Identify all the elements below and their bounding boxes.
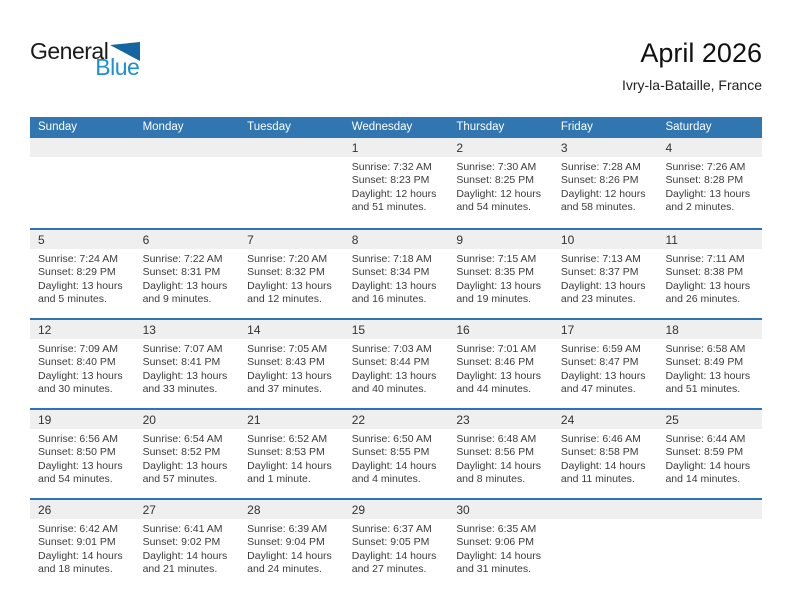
day-detail-row bbox=[30, 429, 762, 487]
day-detail-line-sunset: Sunset: 8:32 PM bbox=[247, 266, 325, 279]
day-detail-line-sunrise: Sunrise: 6:41 AM bbox=[142, 523, 223, 535]
day-detail-line-sunset: Sunset: 8:40 PM bbox=[38, 356, 116, 369]
day-detail-line-sunrise: Sunrise: 6:58 AM bbox=[665, 343, 746, 355]
week-row bbox=[30, 408, 762, 498]
day-number: 25 bbox=[665, 413, 679, 427]
weekday-header-cell: Thursday bbox=[456, 121, 505, 133]
day-number: 23 bbox=[456, 413, 470, 427]
weekday-header-cell: Wednesday bbox=[351, 121, 413, 133]
day-detail-line-sunset: Sunset: 8:41 PM bbox=[142, 356, 221, 369]
day-detail-row bbox=[30, 249, 762, 307]
day-detail-line-sunrise: Sunrise: 7:32 AM bbox=[351, 161, 432, 173]
day-detail-line-daylight2: and 2 minutes. bbox=[665, 201, 735, 214]
day-number: 16 bbox=[456, 323, 470, 337]
day-detail-line-daylight1: Daylight: 13 hours bbox=[142, 369, 228, 382]
day-detail-line-daylight2: and 18 minutes. bbox=[38, 563, 113, 576]
day-number: 5 bbox=[38, 233, 45, 247]
day-detail-line-daylight2: and 31 minutes. bbox=[456, 563, 532, 576]
day-detail-line-daylight1: Daylight: 14 hours bbox=[456, 459, 541, 472]
empty-day-number bbox=[30, 138, 135, 157]
day-detail-line-daylight1: Daylight: 13 hours bbox=[247, 279, 332, 292]
day-details bbox=[30, 249, 135, 307]
day-details bbox=[344, 249, 449, 307]
day-detail-line-daylight1: Daylight: 13 hours bbox=[38, 279, 123, 292]
day-detail-line-sunset: Sunset: 8:26 PM bbox=[560, 174, 639, 187]
day-number: 14 bbox=[247, 323, 261, 337]
day-detail-line-sunrise: Sunrise: 7:24 AM bbox=[38, 253, 118, 265]
day-detail-line-daylight1: Daylight: 14 hours bbox=[142, 549, 228, 562]
day-number: 3 bbox=[560, 141, 568, 155]
day-details bbox=[344, 519, 449, 577]
day-detail-line-sunrise: Sunrise: 6:52 AM bbox=[247, 433, 328, 445]
day-detail-line-daylight2: and 12 minutes. bbox=[247, 293, 322, 306]
day-detail-line-daylight2: and 19 minutes. bbox=[456, 293, 532, 306]
day-detail-line-sunrise: Sunrise: 6:56 AM bbox=[38, 433, 118, 445]
day-details bbox=[448, 339, 553, 397]
day-details bbox=[657, 339, 762, 397]
day-detail-line-daylight1: Daylight: 14 hours bbox=[38, 549, 123, 562]
day-detail-line-sunset: Sunset: 8:52 PM bbox=[142, 446, 221, 459]
day-details bbox=[239, 339, 344, 397]
day-detail-line-sunrise: Sunrise: 7:28 AM bbox=[560, 161, 641, 173]
day-detail-line-daylight2: and 9 minutes. bbox=[142, 293, 212, 306]
day-detail-line-sunrise: Sunrise: 6:46 AM bbox=[560, 433, 641, 445]
day-details bbox=[553, 429, 658, 487]
day-number-band bbox=[30, 230, 762, 249]
day-details bbox=[239, 429, 344, 487]
page-title: April 2026 bbox=[640, 38, 762, 68]
empty-day-details bbox=[135, 157, 240, 215]
calendar bbox=[30, 117, 762, 588]
day-detail-line-daylight2: and 23 minutes. bbox=[560, 293, 636, 306]
day-details bbox=[553, 249, 658, 307]
day-number: 15 bbox=[351, 323, 366, 337]
day-details bbox=[239, 519, 344, 577]
day-detail-line-sunset: Sunset: 8:58 PM bbox=[560, 446, 639, 459]
day-detail-line-sunrise: Sunrise: 7:30 AM bbox=[456, 161, 537, 173]
day-number: 1 bbox=[351, 141, 359, 155]
day-detail-line-sunset: Sunset: 9:01 PM bbox=[38, 536, 116, 549]
day-detail-line-daylight2: and 40 minutes. bbox=[351, 383, 427, 396]
day-detail-line-daylight2: and 51 minutes. bbox=[665, 383, 741, 396]
day-detail-line-sunset: Sunset: 8:55 PM bbox=[351, 446, 430, 459]
day-detail-line-sunrise: Sunrise: 7:15 AM bbox=[456, 253, 537, 265]
day-detail-line-sunrise: Sunrise: 7:13 AM bbox=[560, 253, 641, 265]
day-detail-line-daylight2: and 44 minutes. bbox=[456, 383, 532, 396]
day-detail-line-sunset: Sunset: 8:50 PM bbox=[38, 446, 116, 459]
day-details bbox=[135, 519, 240, 577]
day-details bbox=[344, 429, 449, 487]
weekday-header-cell: Saturday bbox=[665, 121, 712, 133]
day-detail-line-daylight1: Daylight: 12 hours bbox=[351, 187, 437, 200]
empty-day-details bbox=[553, 519, 658, 577]
day-details bbox=[657, 157, 762, 215]
day-detail-line-sunset: Sunset: 8:25 PM bbox=[456, 174, 534, 187]
day-number: 2 bbox=[456, 141, 463, 155]
day-detail-line-daylight1: Daylight: 13 hours bbox=[560, 369, 646, 382]
empty-day-number bbox=[553, 500, 658, 519]
day-detail-line-daylight1: Daylight: 14 hours bbox=[351, 459, 437, 472]
day-detail-line-sunrise: Sunrise: 7:20 AM bbox=[247, 253, 328, 265]
day-detail-line-sunrise: Sunrise: 6:42 AM bbox=[38, 523, 118, 535]
day-details bbox=[344, 339, 449, 397]
day-detail-line-daylight2: and 26 minutes. bbox=[665, 293, 741, 306]
general-blue-logo bbox=[30, 36, 140, 79]
day-number: 12 bbox=[38, 323, 52, 337]
day-detail-line-sunrise: Sunrise: 7:01 AM bbox=[456, 343, 537, 355]
empty-day-details bbox=[239, 157, 344, 215]
day-detail-line-sunrise: Sunrise: 6:44 AM bbox=[665, 433, 746, 445]
week-row bbox=[30, 318, 762, 408]
logo-blue-text: Blue bbox=[95, 54, 140, 80]
empty-day-number bbox=[239, 138, 344, 157]
day-detail-line-sunset: Sunset: 8:29 PM bbox=[38, 266, 116, 279]
day-number: 20 bbox=[142, 413, 156, 427]
day-detail-line-daylight2: and 47 minutes. bbox=[560, 383, 636, 396]
day-detail-line-daylight2: and 4 minutes. bbox=[351, 473, 421, 486]
day-detail-line-sunrise: Sunrise: 6:48 AM bbox=[456, 433, 537, 445]
week-row bbox=[30, 228, 762, 318]
day-detail-line-sunset: Sunset: 8:28 PM bbox=[665, 174, 744, 187]
day-detail-line-sunset: Sunset: 8:53 PM bbox=[247, 446, 325, 459]
day-details bbox=[239, 249, 344, 307]
day-detail-line-daylight2: and 33 minutes. bbox=[142, 383, 218, 396]
day-details bbox=[448, 157, 553, 215]
day-detail-line-sunrise: Sunrise: 7:07 AM bbox=[142, 343, 223, 355]
day-detail-line-daylight2: and 21 minutes. bbox=[142, 563, 218, 576]
day-detail-line-daylight2: and 37 minutes. bbox=[247, 383, 322, 396]
day-detail-line-daylight1: Daylight: 14 hours bbox=[351, 549, 437, 562]
day-number: 18 bbox=[665, 323, 679, 337]
day-number-band bbox=[30, 138, 762, 157]
day-number-band bbox=[30, 410, 762, 429]
day-detail-row bbox=[30, 157, 762, 215]
day-detail-line-sunrise: Sunrise: 7:05 AM bbox=[247, 343, 328, 355]
day-detail-line-daylight1: Daylight: 13 hours bbox=[665, 187, 751, 200]
day-number: 26 bbox=[38, 503, 52, 517]
day-detail-line-daylight1: Daylight: 12 hours bbox=[560, 187, 646, 200]
day-details bbox=[135, 249, 240, 307]
day-detail-line-sunrise: Sunrise: 6:39 AM bbox=[247, 523, 328, 535]
day-detail-line-daylight1: Daylight: 14 hours bbox=[456, 549, 541, 562]
day-detail-line-sunrise: Sunrise: 7:11 AM bbox=[665, 253, 745, 265]
day-detail-line-daylight1: Daylight: 14 hours bbox=[247, 549, 332, 562]
day-detail-line-daylight2: and 16 minutes. bbox=[351, 293, 427, 306]
day-detail-line-daylight1: Daylight: 13 hours bbox=[665, 279, 751, 292]
day-detail-line-daylight2: and 30 minutes. bbox=[38, 383, 113, 396]
day-detail-line-sunrise: Sunrise: 7:03 AM bbox=[351, 343, 432, 355]
day-detail-line-sunset: Sunset: 8:59 PM bbox=[665, 446, 744, 459]
weekday-header-cell: Tuesday bbox=[247, 121, 291, 133]
day-number: 4 bbox=[665, 141, 673, 155]
weekday-header-row bbox=[30, 117, 762, 138]
title-block bbox=[622, 36, 762, 93]
calendar-grid bbox=[30, 138, 762, 588]
day-number: 7 bbox=[247, 233, 254, 247]
empty-day-details bbox=[30, 157, 135, 215]
day-detail-line-sunrise: Sunrise: 6:50 AM bbox=[351, 433, 432, 445]
day-detail-line-sunset: Sunset: 8:38 PM bbox=[665, 266, 744, 279]
day-detail-line-sunset: Sunset: 8:47 PM bbox=[560, 356, 639, 369]
day-detail-line-sunrise: Sunrise: 7:09 AM bbox=[38, 343, 118, 355]
day-detail-line-daylight2: and 5 minutes. bbox=[38, 293, 107, 306]
day-detail-line-sunrise: Sunrise: 7:22 AM bbox=[142, 253, 223, 265]
day-detail-line-sunrise: Sunrise: 7:26 AM bbox=[665, 161, 746, 173]
day-number: 8 bbox=[351, 233, 359, 247]
day-number: 17 bbox=[560, 323, 575, 337]
day-number: 9 bbox=[456, 233, 463, 247]
day-details bbox=[344, 157, 449, 215]
day-detail-line-daylight2: and 57 minutes. bbox=[142, 473, 218, 486]
weekday-header-cell: Monday bbox=[142, 121, 184, 133]
day-details bbox=[30, 429, 135, 487]
day-detail-line-sunrise: Sunrise: 6:54 AM bbox=[142, 433, 223, 445]
day-detail-line-sunset: Sunset: 8:35 PM bbox=[456, 266, 534, 279]
day-details bbox=[30, 339, 135, 397]
day-detail-line-daylight1: Daylight: 13 hours bbox=[142, 459, 228, 472]
day-detail-line-daylight2: and 51 minutes. bbox=[351, 201, 427, 214]
logo-general-text: General bbox=[30, 38, 109, 64]
day-detail-line-daylight2: and 24 minutes. bbox=[247, 563, 322, 576]
day-number: 10 bbox=[560, 233, 575, 247]
weekday-header-cell: Friday bbox=[560, 121, 593, 133]
day-detail-line-daylight1: Daylight: 14 hours bbox=[560, 459, 646, 472]
day-detail-line-sunrise: Sunrise: 6:37 AM bbox=[351, 523, 432, 535]
day-detail-line-sunset: Sunset: 8:56 PM bbox=[456, 446, 534, 459]
day-detail-line-daylight2: and 8 minutes. bbox=[456, 473, 526, 486]
day-details bbox=[30, 519, 135, 577]
day-detail-line-sunset: Sunset: 8:37 PM bbox=[560, 266, 639, 279]
day-detail-line-daylight2: and 54 minutes. bbox=[38, 473, 113, 486]
empty-day-number bbox=[135, 138, 240, 157]
day-detail-line-sunset: Sunset: 9:04 PM bbox=[247, 536, 325, 549]
day-detail-line-daylight1: Daylight: 13 hours bbox=[665, 369, 751, 382]
day-detail-line-daylight1: Daylight: 13 hours bbox=[456, 369, 541, 382]
empty-day-details bbox=[657, 519, 762, 577]
day-details bbox=[135, 429, 240, 487]
day-details bbox=[448, 249, 553, 307]
day-detail-row bbox=[30, 519, 762, 577]
day-details bbox=[448, 519, 553, 577]
day-detail-line-sunset: Sunset: 8:44 PM bbox=[351, 356, 430, 369]
day-number: 29 bbox=[351, 503, 366, 517]
day-detail-line-daylight1: Daylight: 13 hours bbox=[38, 369, 123, 382]
day-detail-line-daylight1: Daylight: 13 hours bbox=[351, 279, 437, 292]
week-row bbox=[30, 498, 762, 588]
day-detail-line-sunset: Sunset: 8:49 PM bbox=[665, 356, 744, 369]
day-detail-line-daylight1: Daylight: 13 hours bbox=[560, 279, 646, 292]
day-number: 22 bbox=[351, 413, 366, 427]
day-detail-line-daylight1: Daylight: 14 hours bbox=[247, 459, 332, 472]
empty-day-number bbox=[657, 500, 762, 519]
day-details bbox=[553, 339, 658, 397]
day-detail-line-daylight2: and 1 minute. bbox=[247, 473, 311, 486]
day-detail-line-sunset: Sunset: 8:43 PM bbox=[247, 356, 325, 369]
day-detail-line-sunset: Sunset: 8:31 PM bbox=[142, 266, 221, 279]
day-number-band bbox=[30, 320, 762, 339]
day-number: 11 bbox=[665, 233, 678, 247]
day-detail-line-daylight1: Daylight: 13 hours bbox=[456, 279, 541, 292]
day-number: 21 bbox=[247, 413, 261, 427]
day-details bbox=[657, 429, 762, 487]
day-details bbox=[135, 339, 240, 397]
day-number: 13 bbox=[142, 323, 156, 337]
day-detail-line-daylight2: and 14 minutes. bbox=[665, 473, 741, 486]
day-number-band bbox=[30, 500, 762, 519]
day-detail-line-sunrise: Sunrise: 7:18 AM bbox=[351, 253, 432, 265]
page-header bbox=[0, 0, 792, 104]
day-detail-line-daylight1: Daylight: 14 hours bbox=[665, 459, 751, 472]
day-detail-line-daylight1: Daylight: 13 hours bbox=[247, 369, 332, 382]
day-detail-line-sunrise: Sunrise: 6:35 AM bbox=[456, 523, 537, 535]
day-details bbox=[553, 157, 658, 215]
day-detail-line-daylight1: Daylight: 13 hours bbox=[142, 279, 228, 292]
day-detail-line-sunset: Sunset: 8:46 PM bbox=[456, 356, 534, 369]
day-number: 30 bbox=[456, 503, 470, 517]
day-detail-line-daylight2: and 58 minutes. bbox=[560, 201, 636, 214]
page-subtitle: Ivry-la-Bataille, France bbox=[621, 77, 762, 93]
day-number: 19 bbox=[38, 413, 52, 427]
day-detail-line-daylight1: Daylight: 13 hours bbox=[351, 369, 437, 382]
day-detail-line-daylight2: and 27 minutes. bbox=[351, 563, 427, 576]
week-row bbox=[30, 138, 762, 228]
day-detail-line-daylight2: and 54 minutes. bbox=[456, 201, 532, 214]
day-detail-line-sunset: Sunset: 8:23 PM bbox=[351, 174, 430, 187]
day-detail-row bbox=[30, 339, 762, 397]
day-detail-line-sunset: Sunset: 9:05 PM bbox=[351, 536, 430, 549]
weekday-header-cell: Sunday bbox=[38, 121, 78, 133]
day-details bbox=[448, 429, 553, 487]
day-detail-line-sunrise: Sunrise: 6:59 AM bbox=[560, 343, 641, 355]
day-detail-line-daylight1: Daylight: 13 hours bbox=[38, 459, 123, 472]
day-number: 28 bbox=[247, 503, 261, 517]
day-details bbox=[657, 249, 762, 307]
day-number: 24 bbox=[560, 413, 575, 427]
day-detail-line-sunset: Sunset: 9:02 PM bbox=[142, 536, 221, 549]
day-number: 27 bbox=[142, 503, 156, 517]
day-detail-line-daylight1: Daylight: 12 hours bbox=[456, 187, 541, 200]
day-detail-line-daylight2: and 11 minutes. bbox=[560, 473, 635, 486]
day-number: 6 bbox=[142, 233, 150, 247]
day-detail-line-sunset: Sunset: 9:06 PM bbox=[456, 536, 534, 549]
day-detail-line-sunset: Sunset: 8:34 PM bbox=[351, 266, 430, 279]
